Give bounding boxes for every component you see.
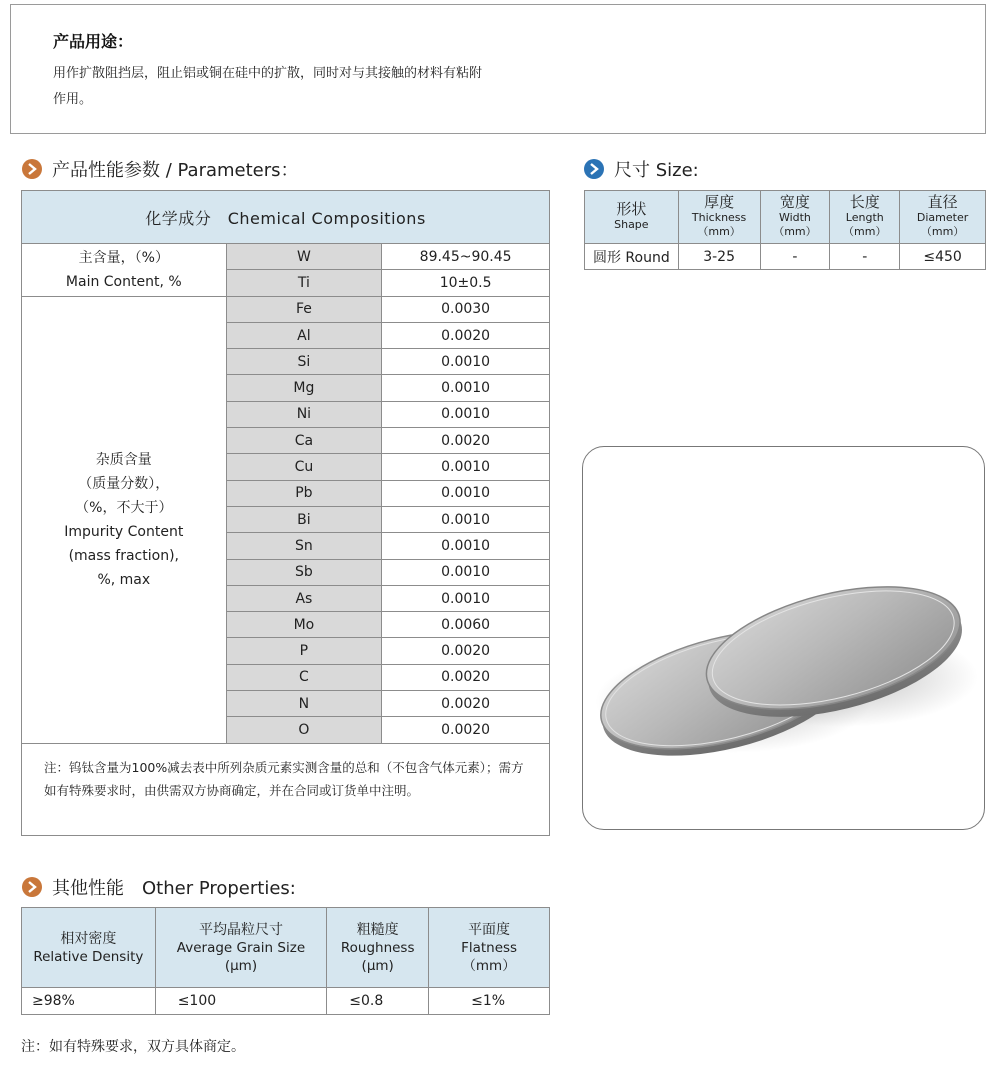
element-cell: Sb xyxy=(226,559,382,585)
value-cell: 0.0060 xyxy=(382,612,550,638)
value-cell: 0.0010 xyxy=(382,454,550,480)
value-cell: 0.0030 xyxy=(382,296,550,322)
column-header-en: Average Grain Size xyxy=(176,939,306,956)
element-cell: As xyxy=(226,585,382,611)
value-cell: 0.0020 xyxy=(382,691,550,717)
element-cell: Al xyxy=(226,322,382,348)
usage-title: 产品用途： xyxy=(53,32,134,51)
chevron-right-icon xyxy=(584,159,604,179)
table-row xyxy=(22,988,550,1015)
column-header xyxy=(155,908,327,988)
value-cell: 0.0010 xyxy=(382,506,550,532)
element-cell: Ca xyxy=(226,428,382,454)
product-usage-box xyxy=(10,4,986,134)
table-cell: ≥98% xyxy=(22,988,156,1015)
column-header-unit: (μm) xyxy=(361,957,394,974)
column-header-en: Thickness xyxy=(691,211,747,224)
composition-note: 注：钨钛含量为100%减去表中所列杂质元素实测含量的总和（不包含气体元素）；需方如有特殊要求时，由供需双方协商确定，并在合同或订货单中注明。 xyxy=(22,743,550,835)
column-header xyxy=(22,908,156,988)
value-cell: 10±0.5 xyxy=(382,270,550,296)
value-cell: 0.0010 xyxy=(382,559,550,585)
column-header-cn: 平均晶粒尺寸 xyxy=(198,921,283,938)
element-cell: Ti xyxy=(226,270,382,296)
element-cell: Sn xyxy=(226,533,382,559)
element-cell: Mo xyxy=(226,612,382,638)
element-cell: Pb xyxy=(226,480,382,506)
column-header-en: Length xyxy=(845,211,884,224)
parameters-heading-text: 产品性能参数 / Parameters： xyxy=(52,160,299,181)
other-properties-heading-text: 其他性能 Other Properties: xyxy=(52,878,296,899)
column-header xyxy=(760,191,830,244)
table-cell: ≤100 xyxy=(155,988,327,1015)
column-header-en: Flatness xyxy=(461,939,518,956)
table-cell: - xyxy=(830,244,900,270)
column-header xyxy=(429,908,550,988)
column-header-cn: 宽度 xyxy=(779,193,810,211)
element-cell: P xyxy=(226,638,382,664)
table-cell: ≤450 xyxy=(900,244,986,270)
other-properties-table xyxy=(21,907,550,1015)
column-header xyxy=(900,191,986,244)
value-cell: 0.0010 xyxy=(382,480,550,506)
composition-table-header: 化学成分 Chemical Compositions xyxy=(22,191,550,244)
column-header-en: Roughness xyxy=(340,939,415,956)
value-cell: 0.0010 xyxy=(382,533,550,559)
element-cell: Bi xyxy=(226,506,382,532)
chevron-right-icon xyxy=(22,159,42,179)
column-header-cn: 直径 xyxy=(927,193,958,211)
footer-note: 注：如有特殊要求，双方具体商定。 xyxy=(21,1039,245,1055)
column-header-cn: 粗糙度 xyxy=(356,921,399,938)
element-cell: N xyxy=(226,691,382,717)
value-cell: 0.0020 xyxy=(382,717,550,743)
element-cell: O xyxy=(226,717,382,743)
composition-row xyxy=(22,296,550,322)
size-heading-text: 尺寸 Size: xyxy=(614,160,699,181)
column-header-en: Relative Density xyxy=(33,948,144,965)
column-header-unit: （mm） xyxy=(920,225,965,238)
column-header-unit: （mm） xyxy=(697,225,741,238)
table-cell: ≤0.8 xyxy=(327,988,429,1015)
column-header-unit: （mm） xyxy=(773,225,817,238)
value-cell: 0.0010 xyxy=(382,585,550,611)
table-cell: 3-25 xyxy=(678,244,760,270)
value-cell: 0.0010 xyxy=(382,349,550,375)
column-header-unit: （mm） xyxy=(462,957,516,974)
main-content-label: 主含量，（%） Main Content, % xyxy=(22,244,227,297)
value-cell: 0.0020 xyxy=(382,664,550,690)
column-header xyxy=(585,191,679,244)
column-header-cn: 厚度 xyxy=(704,193,735,211)
product-photo-frame xyxy=(582,446,985,830)
other-properties-heading xyxy=(22,874,296,900)
chemical-composition-table xyxy=(21,190,550,836)
parameters-heading xyxy=(22,156,299,182)
value-cell: 89.45~90.45 xyxy=(382,244,550,270)
value-cell: 0.0020 xyxy=(382,428,550,454)
column-header xyxy=(327,908,429,988)
impurity-content-label: 杂质含量 （质量分数）， （%，不大于） Impurity Content (mass fraction), %, max xyxy=(22,296,227,743)
element-cell: Fe xyxy=(226,296,382,322)
column-header-en: Width xyxy=(778,211,811,224)
element-cell: Cu xyxy=(226,454,382,480)
element-cell: C xyxy=(226,664,382,690)
table-cell: 圆形 Round xyxy=(585,244,679,270)
chevron-right-icon xyxy=(22,877,42,897)
column-header xyxy=(678,191,760,244)
value-cell: 0.0010 xyxy=(382,375,550,401)
value-cell: 0.0020 xyxy=(382,638,550,664)
value-cell: 0.0010 xyxy=(382,401,550,427)
table-cell: - xyxy=(760,244,830,270)
composition-row xyxy=(22,244,550,270)
table-row xyxy=(585,244,986,270)
column-header-cn: 平面度 xyxy=(468,921,511,938)
element-cell: Ni xyxy=(226,401,382,427)
column-header-cn: 相对密度 xyxy=(60,930,117,947)
element-cell: Si xyxy=(226,349,382,375)
element-cell: Mg xyxy=(226,375,382,401)
column-header-cn: 形状 xyxy=(616,200,647,218)
table-cell: ≤1% xyxy=(429,988,550,1015)
element-cell: W xyxy=(226,244,382,270)
note-row xyxy=(22,743,550,835)
column-header-cn: 长度 xyxy=(849,193,880,211)
tungsten-titanium-discs-image xyxy=(583,447,985,830)
column-header xyxy=(830,191,900,244)
column-header-unit: （mm） xyxy=(843,225,887,238)
size-heading xyxy=(584,156,699,182)
value-cell: 0.0020 xyxy=(382,322,550,348)
usage-text: 用作扩散阻挡层，阻止铝或铜在硅中的扩散，同时对与其接触的材料有粘附作用。 xyxy=(53,66,483,107)
size-table xyxy=(584,190,986,270)
column-header-en: Diameter xyxy=(916,211,969,224)
column-header-en: Shape xyxy=(614,218,649,231)
column-header-unit: (μm) xyxy=(224,957,258,974)
